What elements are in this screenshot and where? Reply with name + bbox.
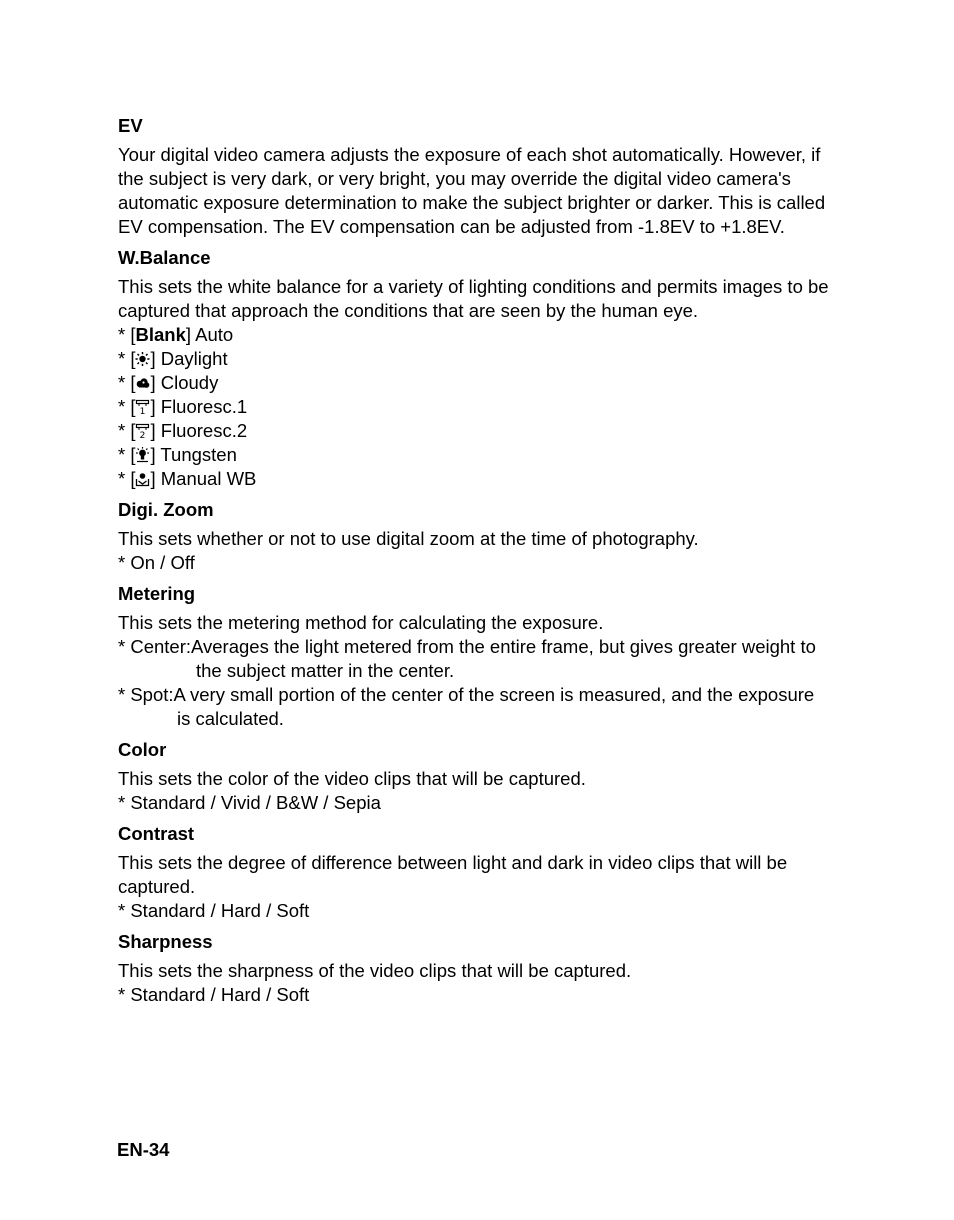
wb-item-fluorescent-1 xyxy=(118,395,838,419)
page-number: EN-34 xyxy=(117,1139,170,1160)
fluorescent-2-icon xyxy=(135,421,150,437)
wb-item-prefix: * [ xyxy=(118,348,136,369)
wb-item-label: ] Fluoresc.2 xyxy=(150,420,248,441)
wb-item-auto xyxy=(118,323,838,347)
section-body-contrast: This sets the degree of difference between light and dark in video clips that will be captured. xyxy=(118,852,788,897)
section-title-digizoom: Digi. Zoom xyxy=(118,499,214,520)
svg-text:1: 1 xyxy=(140,407,146,415)
section-body-metering: This sets the metering method for calculating the exposure. xyxy=(118,612,604,633)
wb-item-prefix: * [ xyxy=(118,420,136,441)
section-body-wbalance: This sets the white balance for a variety of lighting conditions and permits images to be captured that approach the conditions that are seen by the human eye. xyxy=(118,276,829,321)
color-options: * Standard / Vivid / B&W / Sepia xyxy=(118,792,381,813)
section-body-ev: Your digital video camera adjusts the exposure of each shot automatically. However, if the subject is very dark, or very bright, you may override the digital video camera's automatic exposure determination to make the subject brighter or darker. This is called EV compensation. The EV compensation can be adjusted from -1.8EV to +1.8EV. xyxy=(118,144,826,237)
section-body-digizoom: This sets whether or not to use digital zoom at the time of photography. xyxy=(118,528,699,549)
metering-spot-line1: A very small portion of the center of the screen is measured, and the exposure xyxy=(173,684,815,705)
wb-item-fluorescent-2 xyxy=(118,419,838,443)
section-contrast xyxy=(118,822,838,923)
wb-item-label: ] Fluoresc.1 xyxy=(150,396,248,417)
svg-text:2: 2 xyxy=(140,431,146,439)
section-title-color: Color xyxy=(118,739,167,760)
wb-item-tungsten xyxy=(118,443,838,467)
section-title-wbalance: W.Balance xyxy=(118,247,211,268)
contrast-options: * Standard / Hard / Soft xyxy=(118,900,310,921)
section-title-contrast: Contrast xyxy=(118,823,195,844)
section-color xyxy=(118,738,838,815)
section-digizoom xyxy=(118,498,838,575)
daylight-sun-icon xyxy=(135,349,150,365)
wb-item-label: ] Manual WB xyxy=(150,468,257,489)
tungsten-bulb-icon xyxy=(135,445,150,461)
metering-center-item xyxy=(118,635,838,659)
section-wbalance xyxy=(118,246,838,491)
wb-item-daylight xyxy=(118,347,838,371)
wb-item-prefix: * [ xyxy=(118,468,136,489)
section-sharpness xyxy=(118,930,838,1007)
section-title-sharpness: Sharpness xyxy=(118,931,213,952)
manual-wb-icon xyxy=(135,469,150,485)
metering-center-line1: Averages the light metered from the entire frame, but gives greater weight to xyxy=(191,636,816,657)
wb-item-label: ] Tungsten xyxy=(150,444,237,465)
metering-spot-lead: * Spot: xyxy=(118,684,174,705)
metering-spot-item xyxy=(118,683,838,707)
metering-center-line2: the subject matter in the center. xyxy=(196,660,455,681)
digizoom-options: * On / Off xyxy=(118,552,195,573)
section-title-ev: EV xyxy=(118,115,143,136)
cloudy-icon xyxy=(135,373,150,389)
wb-item-prefix: * [ xyxy=(118,444,136,465)
metering-spot-line2: is calculated. xyxy=(177,708,284,729)
fluorescent-1-icon xyxy=(135,397,150,413)
section-body-color: This sets the color of the video clips that will be captured. xyxy=(118,768,586,789)
wb-item-prefix: * [ xyxy=(118,396,136,417)
section-metering xyxy=(118,582,838,731)
manual-page xyxy=(118,114,838,1014)
section-ev xyxy=(118,114,838,239)
section-title-metering: Metering xyxy=(118,583,196,604)
sharpness-options: * Standard / Hard / Soft xyxy=(118,984,310,1005)
wb-item-prefix: * [ xyxy=(118,372,136,393)
wb-item-cloudy xyxy=(118,371,838,395)
section-body-sharpness: This sets the sharpness of the video clips that will be captured. xyxy=(118,960,632,981)
wb-item-prefix: * [ xyxy=(118,324,136,345)
wb-item-manual xyxy=(118,467,838,491)
wb-item-label: ] Cloudy xyxy=(150,372,219,393)
wb-item-label: ] Auto xyxy=(185,324,234,345)
wb-item-label: ] Daylight xyxy=(150,348,228,369)
wb-item-key-blank: Blank xyxy=(135,324,186,345)
metering-center-lead: * Center: xyxy=(118,636,192,657)
